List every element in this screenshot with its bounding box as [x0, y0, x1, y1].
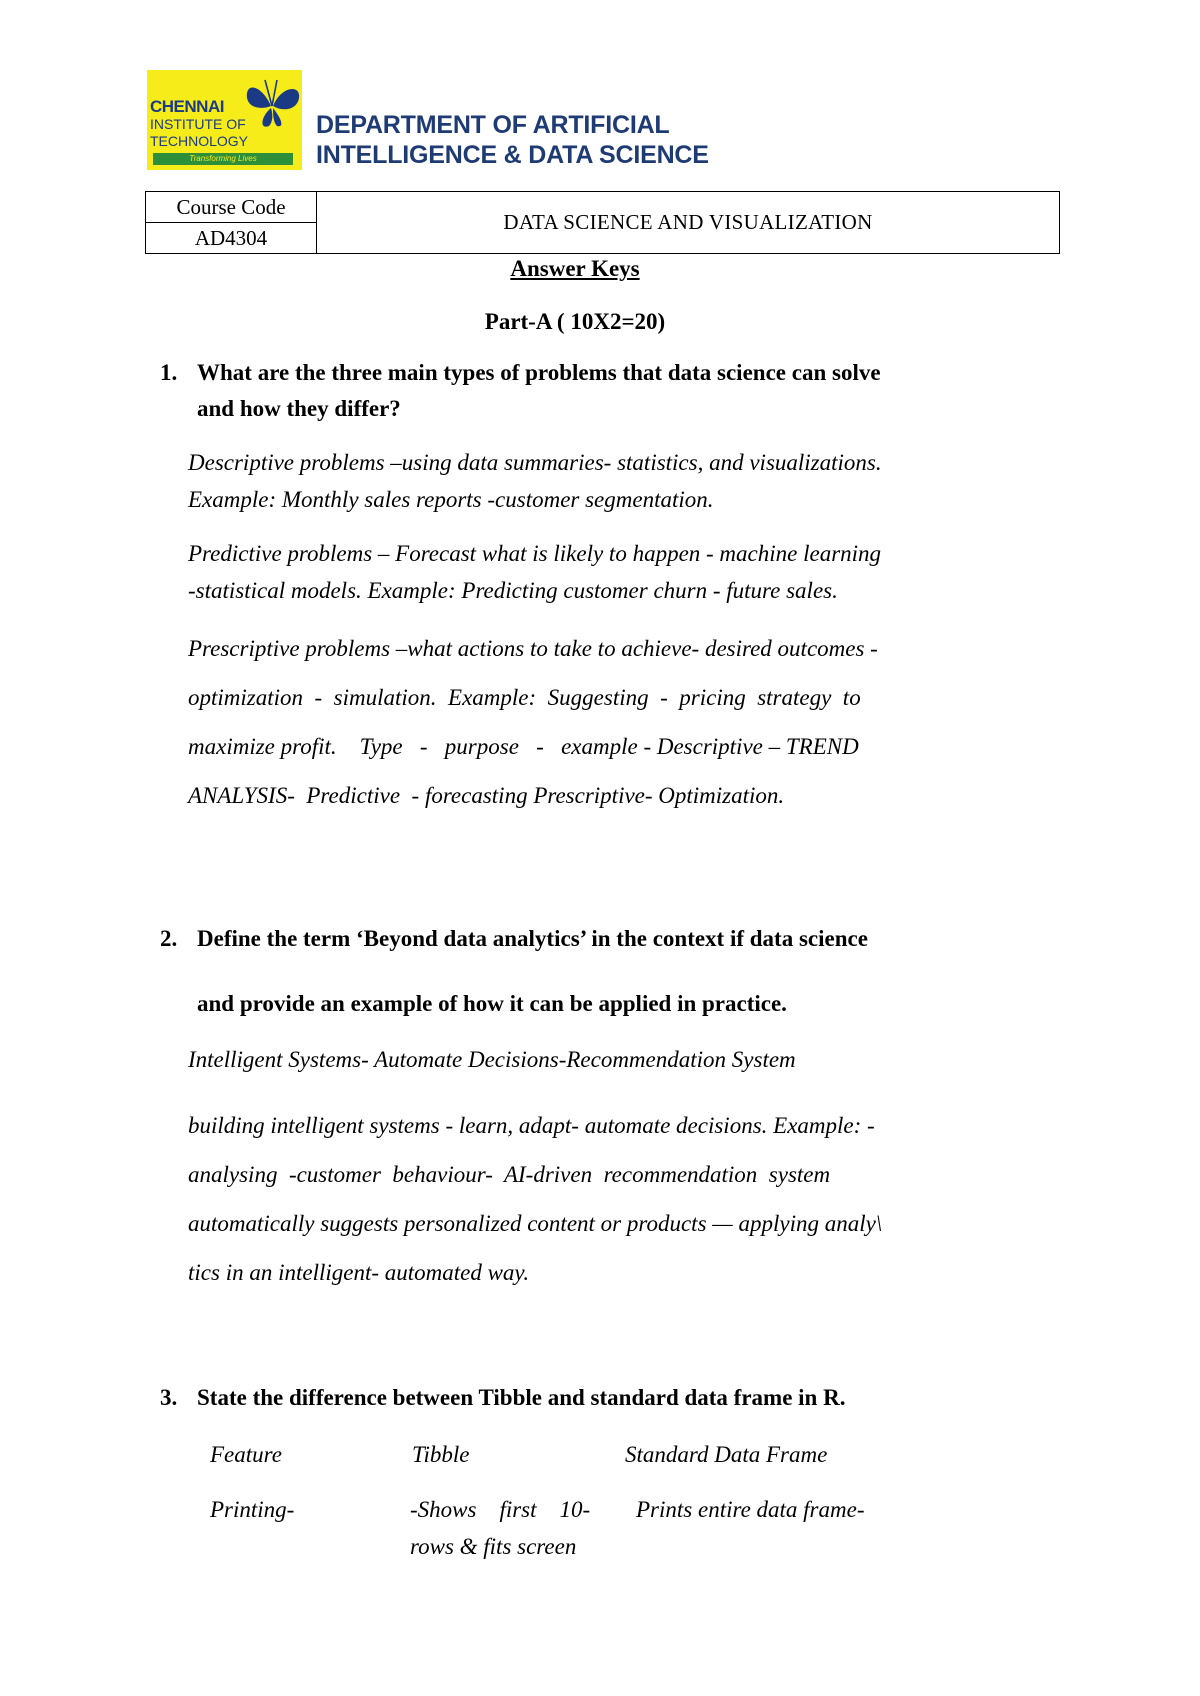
- answer-line: automatically suggests personalized content or products — applying analy\: [188, 1211, 883, 1236]
- answer-line: maximize profit. Type - purpose - example - Descriptive – TREND: [188, 734, 859, 759]
- table-header-data-frame: Standard Data Frame: [625, 1442, 828, 1467]
- question-text-line-1: State the difference between Tibble and standard data frame in R.: [197, 1385, 846, 1410]
- logo-tagline: Transforming Lives: [153, 153, 293, 165]
- course-code-label: Course Code: [146, 192, 317, 223]
- department-line-2: INTELLIGENCE & DATA SCIENCE: [316, 141, 709, 169]
- answer-line: building intelligent systems - learn, adapt- automate decisions. Example: -: [188, 1113, 875, 1138]
- table-cell-tibble-continued: rows & fits screen: [410, 1534, 577, 1559]
- answer-2-block-2: [188, 1101, 1058, 1297]
- answer-line: Prescriptive problems –what actions to take to achieve- desired outcomes -: [188, 636, 878, 661]
- course-title: DATA SCIENCE AND VISUALIZATION: [317, 192, 1060, 254]
- answer-line: Descriptive problems –using data summaries- statistics, and visualizations.: [188, 450, 882, 475]
- table-header-feature: Feature: [210, 1442, 282, 1467]
- answer-line: Predictive problems – Forecast what is likely to happen - machine learning: [188, 541, 882, 566]
- course-table: [145, 191, 1060, 254]
- answer-2-block-1: [188, 1041, 1058, 1078]
- table-cell-data-frame: Prints entire data frame-: [636, 1497, 865, 1522]
- answer-1-block-2: [188, 535, 1058, 609]
- answer-line: ANALYSIS- Predictive - forecasting Prescriptive- Optimization.: [188, 783, 785, 808]
- logo-text-line-3: TECHNOLOGY: [150, 133, 249, 149]
- answer-line: optimization - simulation. Example: Suggesting - pricing strategy to: [188, 685, 861, 710]
- answer-line: Intelligent Systems- Automate Decisions-Recommendation System: [188, 1047, 796, 1072]
- answer-line: tics in an intelligent- automated way.: [188, 1260, 530, 1285]
- question-3: [160, 1380, 1060, 1416]
- answer-line: analysing -customer behaviour- AI-driven recommendation system: [188, 1162, 831, 1187]
- question-number: 1.: [160, 360, 178, 385]
- question-number: 3.: [160, 1385, 178, 1410]
- answer-line: -statistical models. Example: Predicting customer churn - future sales.: [188, 578, 838, 603]
- table-cell-tibble: -Shows first 10-: [410, 1497, 591, 1522]
- question-text-line-2: and how they differ?: [197, 396, 401, 421]
- institute-logo: [147, 70, 302, 170]
- answer-line: Example: Monthly sales reports -customer segmentation.: [188, 487, 714, 512]
- question-2: [160, 906, 1060, 1036]
- department-line-1: DEPARTMENT OF ARTIFICIAL: [316, 111, 670, 139]
- question-text-line-1: Define the term ‘Beyond data analytics’ in the context if data science: [197, 926, 868, 951]
- question-text-line-2: and provide an example of how it can be applied in practice.: [197, 991, 787, 1016]
- table-cell-feature: Printing-: [210, 1497, 295, 1522]
- question-1: [160, 355, 1060, 427]
- answer-1-block-3: [188, 624, 1058, 820]
- logo-text-line-2: INSTITUTE OF: [150, 116, 246, 132]
- part-heading: Part-A ( 10X2=20): [484, 309, 666, 334]
- course-code: AD4304: [146, 223, 317, 254]
- butterfly-icon: [243, 76, 302, 136]
- question-text-line-1: What are the three main types of problems that data science can solve: [197, 360, 881, 385]
- table-header-tibble: Tibble: [412, 1442, 470, 1467]
- question-number: 2.: [160, 926, 178, 951]
- logo-text-line-1: CHENNAI: [150, 97, 224, 116]
- doc-heading: Answer Keys: [510, 256, 640, 281]
- answer-1-block-1: [188, 444, 1058, 518]
- department-title: [316, 110, 709, 170]
